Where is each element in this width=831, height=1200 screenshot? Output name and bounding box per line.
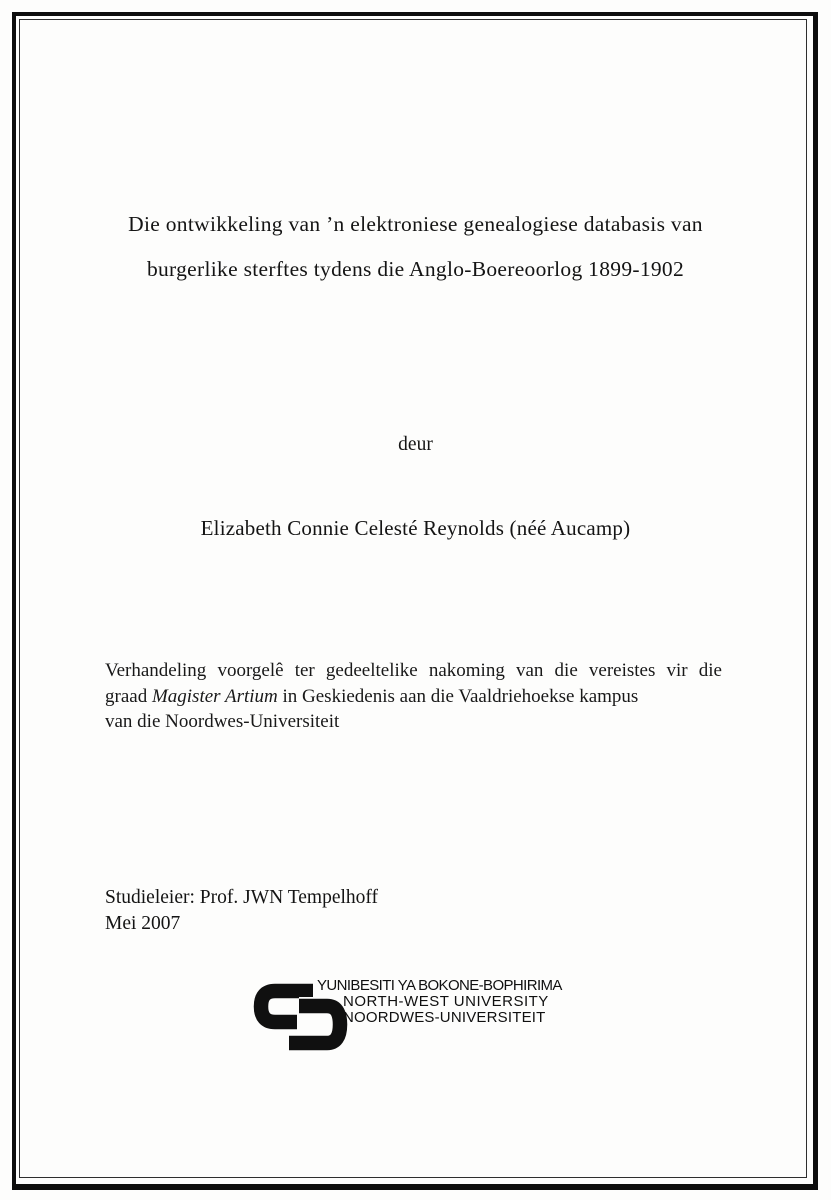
degree-statement — [105, 658, 722, 735]
degree-statement-line1: Verhandeling voorgelê ter gedeeltelike nakoming van die vereistes vir die — [105, 660, 722, 681]
supervisor-block — [105, 885, 378, 936]
logo-text-setswana: YUNIBESITI YA BOKONE-BOPHIRIMA — [317, 977, 562, 994]
thesis-title — [0, 202, 831, 292]
degree-statement-line2-pre: graad — [105, 685, 152, 707]
byline-deur: deur — [398, 434, 433, 455]
degree-statement-line2 — [105, 684, 722, 710]
supervisor-line: Studieleier: Prof. JWN Tempelhoff — [105, 887, 379, 908]
logo-text-english: NORTH-WEST UNIVERSITY — [343, 993, 549, 1011]
thesis-title-line2: burgerlike sterftes tydens die Anglo-Boereoorlog 1899-1902 — [146, 257, 685, 281]
university-logo — [253, 979, 583, 1054]
logo-text-afrikaans: NOORDWES-UNIVERSITEIT — [343, 1009, 546, 1027]
university-logo-text — [317, 978, 562, 1027]
date-line: Mei 2007 — [105, 912, 181, 934]
degree-statement-line2-post: in Geskiedenis aan die Vaaldriehoekse kampus — [277, 685, 639, 707]
thesis-title-line1: Die ontwikkeling van ’n elektroniese genealogiese databasis van — [128, 212, 703, 236]
degree-name-italic: Magister Artium — [151, 685, 278, 707]
author-name: Elizabeth Connie Celesté Reynolds (néé Aucamp) — [200, 516, 631, 540]
degree-statement-line3: van die Noordwes-Universiteit — [105, 711, 340, 732]
